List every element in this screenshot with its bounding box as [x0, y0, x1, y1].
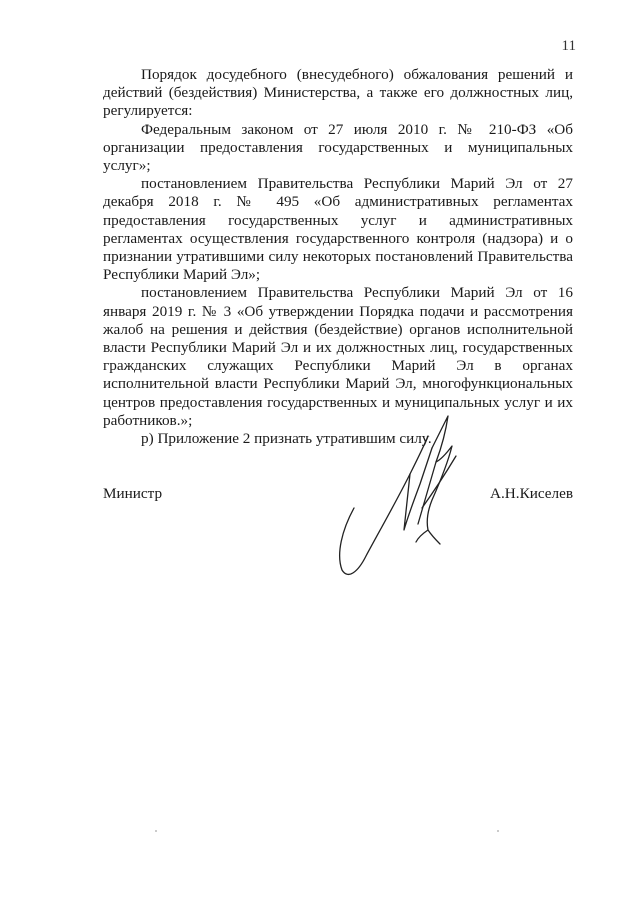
- paragraph-federal-law: Федеральным законом от 27 июля 2010 г. № 210-ФЗ «Об организации предоставления государственных и муниципальных услуг»;: [103, 120, 573, 175]
- scan-speck: [497, 830, 499, 832]
- document-body: [103, 66, 573, 448]
- handwritten-signature: [336, 412, 466, 584]
- paragraph-resolution-3: постановлением Правительства Республики Марий Эл от 16 января 2019 г. № 3 «Об утверждении Порядка подачи и рассмотрения жалоб на решения и действия (бездействие) органов исполнительной власти Республики Марий Эл и их должностных лиц, государственных гражданских служащих Республики Марий Эл в органах исполнительной власти Республики Марий Эл, многофункциональных центров предоставления государственных и муниципальных услуг и их работников.»;: [103, 284, 573, 429]
- signatory-name: А.Н.Киселев: [490, 485, 573, 502]
- paragraph-resolution-495: постановлением Правительства Республики Марий Эл от 27 декабря 2018 г. № 495 «Об административных регламентах предоставления государственных услуг и административных регламентах осуществления государственного контроля (надзора) и о признании утратившими силу некоторых постановлений Правительства Республики Марий Эл»;: [103, 175, 573, 284]
- page-number: 11: [561, 38, 576, 54]
- signatory-title: Министр: [103, 485, 163, 502]
- scan-speck: [155, 830, 157, 832]
- paragraph-appeal-procedure: Порядок досудебного (внесудебного) обжалования решений и действий (бездействия) Министерства, а также его должностных лиц, регулируется:: [103, 66, 573, 120]
- paragraph-appendix-repeal: р) Приложение 2 признать утратившим силу.: [141, 430, 432, 448]
